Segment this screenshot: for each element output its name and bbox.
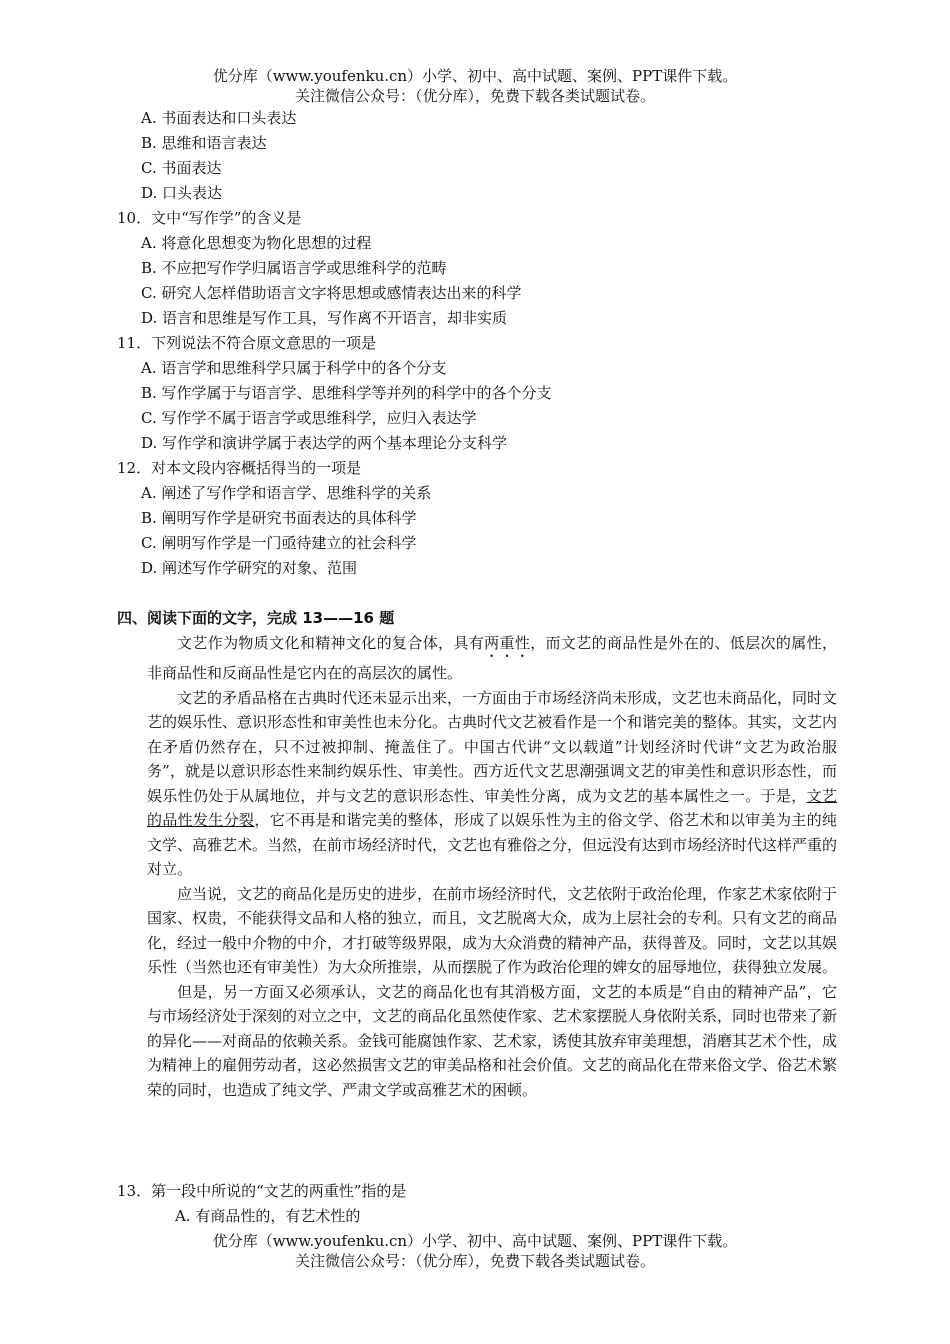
q9-option-b: B. 思维和语言表达: [141, 134, 267, 152]
p1-text-before: 文艺作为物质文化和精神文化的复合体，具有: [177, 634, 485, 652]
q9-option-d: D. 口头表达: [141, 184, 223, 202]
q13-option-a: A. 有商品性的，有艺术性的: [175, 1207, 361, 1225]
section-4-title: 四、阅读下面的文字，完成 13——16 题: [117, 609, 395, 627]
p2-text-after: ，它不再是和谐完美的整体，形成了以娱乐性为主的俗文学、俗艺术和以审美为主的纯文学、高雅艺术。当然，在前市场经济时代，文艺也有雅俗之分，但远没有达到市场经济时代这样严重的对立。: [147, 811, 838, 878]
footer-line-2: 关注微信公众号：（优分库），免费下载各类试题试卷。: [294, 1252, 655, 1270]
header-line-1: 优分库（www.youfenku.cn）小学、初中、高中试题、案例、PPT课件下载。: [212, 67, 738, 85]
q10-option-a: A. 将意化思想变为物化思想的过程: [141, 234, 372, 252]
footer-line-1: 优分库（www.youfenku.cn）小学、初中、高中试题、案例、PPT课件下载。: [212, 1232, 738, 1250]
q11-stem: 11．下列说法不符合原文意思的一项是: [117, 334, 377, 352]
q9-option-a: A. 书面表达和口头表达: [141, 109, 297, 127]
p1-text-after: ，而文艺的商品性是外在的、低层次的属性，非商品性和反商品性是它内在的高层次的属性。: [147, 634, 837, 682]
q10-option-b: B. 不应把写作学归属语言学或思维科学的范畴: [141, 259, 447, 277]
p2-text-before: 文艺的矛盾品格在古典时代还未显示出来，一方面由于市场经济尚未形成，文艺也未商品化，同时文艺的娱乐性、意识形态性和审美性也未分化。古典时代文艺被看作是一个和谐完美的整体。其实，文艺内在矛盾仍然存在，只不过被抑制、掩盖住了。中国古代讲“文以载道”计划经济时代讲“文艺为政治服务”，就是以意识形态性来制约娱乐性、审美性。西方近代文艺思潮强调文艺的审美性和意识形态性，而娱乐性仍处于从属地位，并与文艺的意识形态性、审美性分离，成为文艺的基本属性之一。于是，: [147, 688, 838, 805]
passage-paragraph-1: [147, 631, 837, 686]
q11-option-a: A. 语言学和思维科学只属于科学中的各个分支: [141, 359, 447, 377]
q11-option-d: D. 写作学和演讲学属于表达学的两个基本理论分支科学: [141, 434, 508, 452]
passage-paragraph-3: 应当说，文艺的商品化是历史的进步，在前市场经济时代，文艺依附于政治伦理，作家艺术家依附于国家、权贵，不能获得文品和人格的独立，而且，文艺脱离大众，成为上层社会的专利。只有文艺的商品化，经过一般中介物的中介，才打破等级界限，成为大众消费的精神产品，获得普及。同时，文艺以其娱乐性（当然也还有审美性）为大众所推崇，从而摆脱了作为政治伦理的婢女的屈辱地位，获得独立发展。: [147, 884, 838, 976]
q11-option-b: B. 写作学属于与语言学、思维科学等并列的科学中的各个分支: [141, 384, 552, 402]
p1-dotted-term: 两重性: [484, 634, 531, 652]
passage-paragraph-4: 但是，另一方面又必须承认，文艺的商品化也有其消极方面，文艺的本质是“自由的精神产品”，它与市场经济处于深刻的对立之中，文艺的商品化虽然使作家、艺术家摆脱人身依附关系，同时也带来了新的异化——对商品的依赖关系。金钱可能腐蚀作家、艺术家，诱使其放弃审美理想，消磨其艺术个性，成为精神上的雇佣劳动者，这必然损害文艺的审美品格和社会价值。文艺的商品化在带来俗文学、俗艺术繁荣的同时，也造成了纯文学、严肃文学或高雅艺术的困顿。: [147, 982, 838, 1099]
passage-paragraph-2: [147, 686, 837, 882]
q13-stem: 13．第一段中所说的“文艺的两重性”指的是: [117, 1182, 407, 1200]
q12-option-c: C. 阐明写作学是一门亟待建立的社会科学: [141, 534, 417, 552]
header-line-2: 关注微信公众号：（优分库），免费下载各类试题试卷。: [294, 87, 655, 105]
q10-option-c: C. 研究人怎样借助语言文字将思想或感情表达出来的科学: [141, 284, 522, 302]
p2-underlined-phrase: 文艺的品性发生分裂: [147, 786, 837, 829]
q10-stem: 10．文中“写作学”的含义是: [117, 209, 302, 227]
q12-option-a: A. 阐述了写作学和语言学、思维科学的关系: [141, 484, 432, 502]
reading-passage: [147, 631, 837, 1102]
q10-option-d: D. 语言和思维是写作工具，写作离不开语言，却非实质: [141, 309, 508, 327]
q12-option-d: D. 阐述写作学研究的对象、范围: [141, 559, 358, 577]
q9-option-c: C. 书面表达: [141, 159, 222, 177]
q11-option-c: C. 写作学不属于语言学或思维科学，应归入表达学: [141, 409, 477, 427]
q12-stem: 12．对本文段内容概括得当的一项是: [117, 459, 362, 477]
q12-option-b: B. 阐明写作学是研究书面表达的具体科学: [141, 509, 417, 527]
